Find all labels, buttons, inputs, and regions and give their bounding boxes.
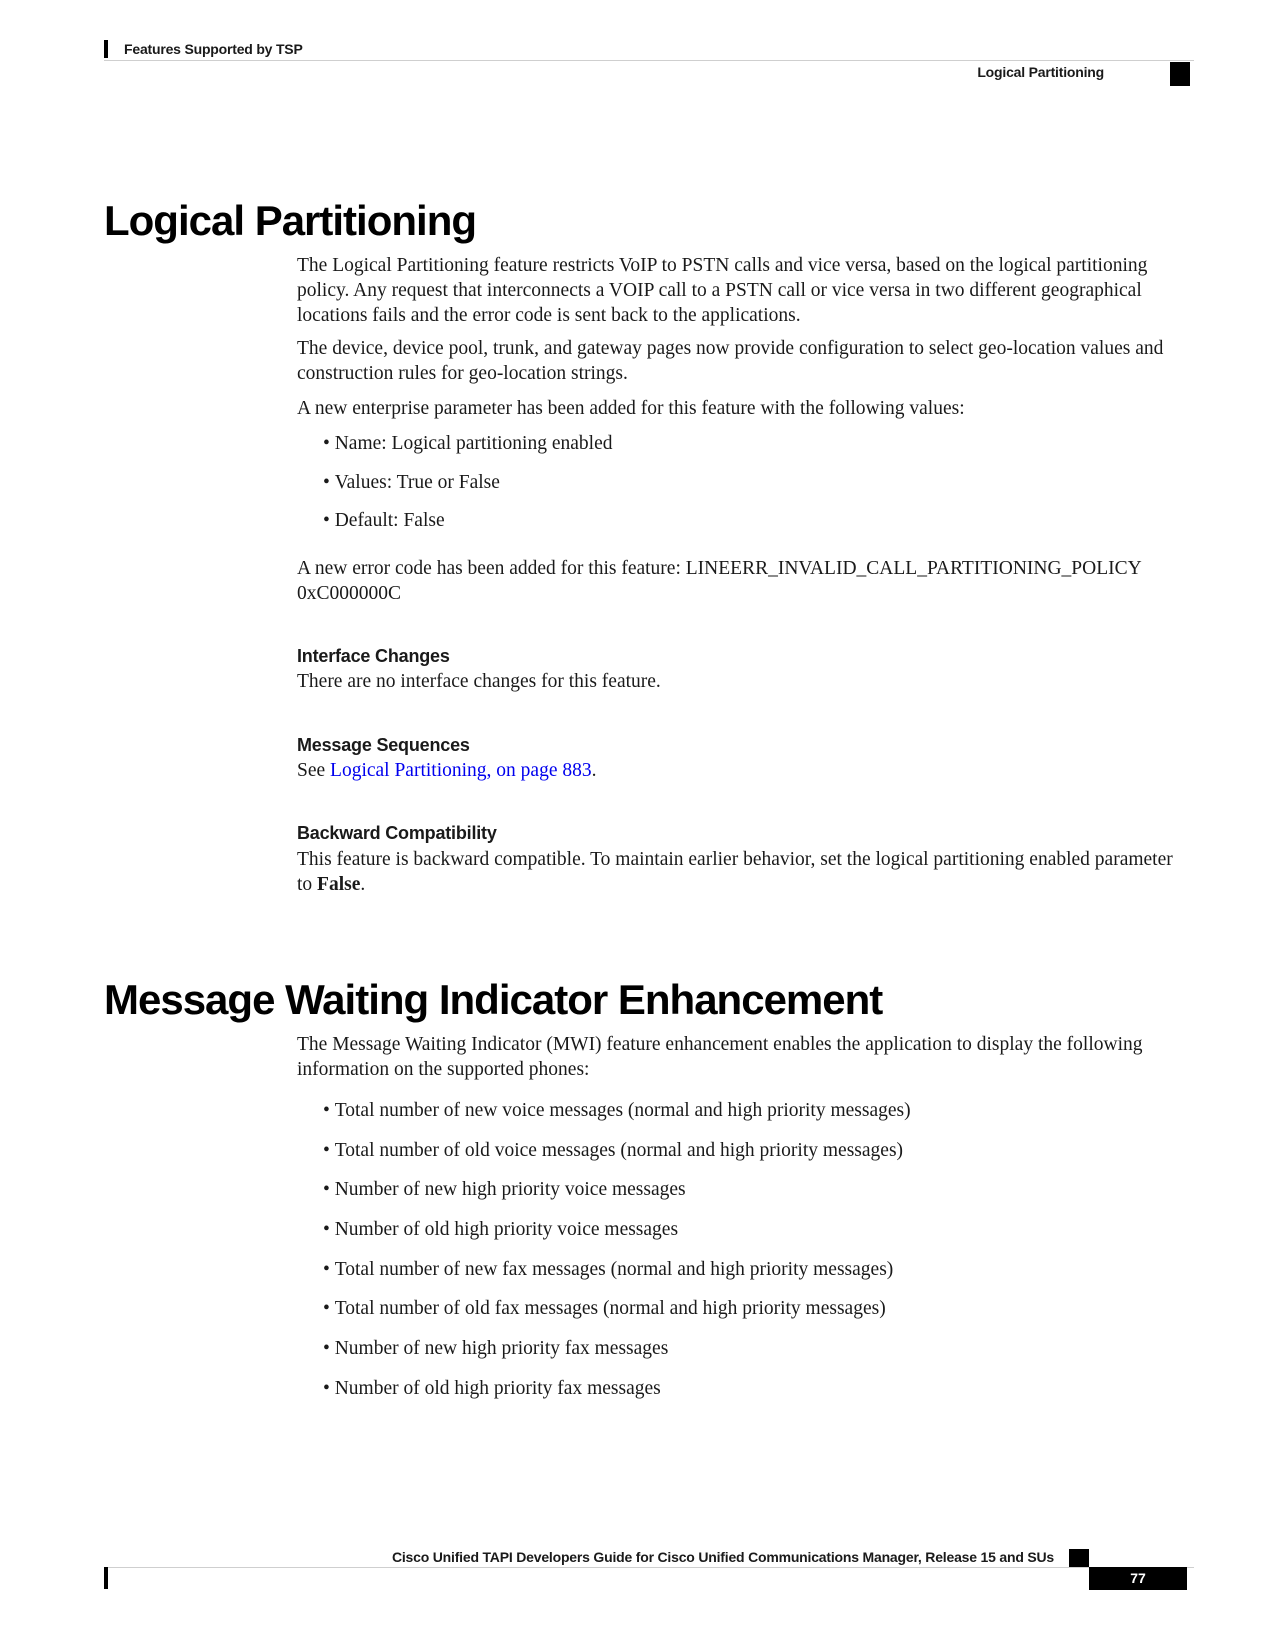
paragraph: See Logical Partitioning, on page 883. (297, 760, 597, 781)
subheading-backward-compatibility: Backward Compatibility (297, 823, 497, 843)
list-item: • Total number of new fax messages (normal and high priority messages) (323, 1257, 893, 1282)
header-section-title: Logical Partitioning (977, 64, 1104, 80)
list-item: • Total number of old voice messages (normal and high priority messages) (323, 1138, 903, 1163)
paragraph: There are no interface changes for this feature. (297, 671, 661, 692)
paragraph: A new enterprise parameter has been added for this feature with the following values: (297, 398, 965, 419)
header-rule (104, 60, 1194, 61)
bold-value: False (317, 874, 361, 895)
header-marker (1170, 62, 1190, 86)
list-item: • Number of old high priority fax messages (323, 1376, 661, 1401)
paragraph: This feature is backward compatible. To maintain earlier behavior, set the logical partitioning enabled parameter to False. (297, 849, 1173, 895)
list-item: • Number of new high priority fax messages (323, 1336, 668, 1361)
header-bar (104, 40, 108, 58)
list-item: • Values: True or False (323, 470, 500, 495)
paragraph: The device, device pool, trunk, and gateway pages now provide configuration to select geo-location values and construction rules for geo-location strings. (297, 338, 1164, 384)
cross-reference-link[interactable]: Logical Partitioning, on page 883 (330, 760, 592, 781)
list-item: • Total number of old fax messages (normal and high priority messages) (323, 1296, 886, 1321)
subheading-interface-changes: Interface Changes (297, 646, 450, 666)
paragraph: A new error code has been added for this feature: LINEERR_INVALID_CALL_PARTITIONING_POLICY 0xC000000C (297, 558, 1142, 604)
list-item: • Name: Logical partitioning enabled (323, 431, 612, 456)
paragraph: The Message Waiting Indicator (MWI) feature enhancement enables the application to display the following information on the supported phones: (297, 1034, 1143, 1080)
list-item: • Total number of new voice messages (normal and high priority messages) (323, 1098, 911, 1123)
list-item: • Number of new high priority voice messages (323, 1177, 686, 1202)
footer-rule (104, 1567, 1194, 1568)
list-item: • Default: False (323, 508, 445, 533)
paragraph: The Logical Partitioning feature restricts VoIP to PSTN calls and vice versa, based on the logical partitioning policy. Any request that interconnects a VOIP call to a PSTN call or vice versa in two different geographical locations fails and the error code is sent back to the applications. (297, 255, 1148, 326)
section-title-logical-partitioning: Logical Partitioning (104, 197, 477, 244)
subheading-message-sequences: Message Sequences (297, 735, 470, 755)
list-item: • Number of old high priority voice messages (323, 1217, 678, 1242)
footer-book-title: Cisco Unified TAPI Developers Guide for Cisco Unified Communications Manager, Release 15 and SUs (391, 1549, 1054, 1565)
page-number: 77 (1089, 1567, 1187, 1590)
header-chapter-title: Features Supported by TSP (124, 41, 303, 57)
section-title-mwi-enhancement: Message Waiting Indicator Enhancement (104, 976, 883, 1023)
footer-marker (1069, 1549, 1089, 1568)
footer-bar (104, 1567, 108, 1589)
